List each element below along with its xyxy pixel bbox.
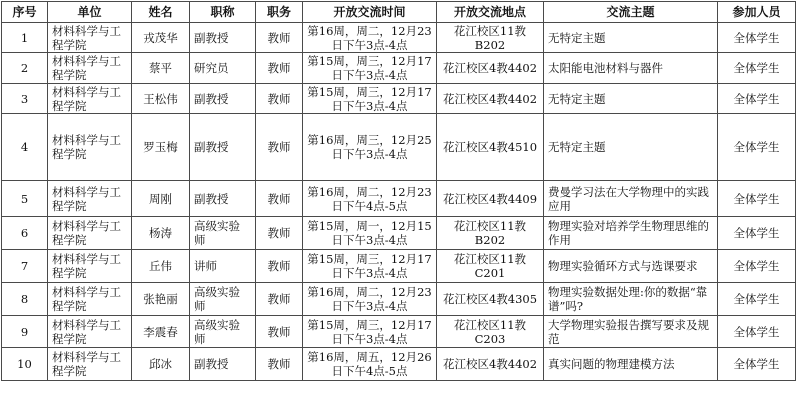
row-topic: 大学物理实验报告撰写要求及规范 bbox=[544, 316, 718, 348]
table-row bbox=[2, 283, 796, 316]
row-time: 第15周，周一，12月15日下午3点-4点 bbox=[303, 217, 437, 250]
row-name: 王松伟 bbox=[132, 84, 190, 114]
header-attendees: 参加人员 bbox=[718, 2, 796, 23]
row-role: 教师 bbox=[256, 23, 303, 53]
row-unit: 材料科学与工程学院 bbox=[48, 250, 132, 283]
row-role: 教师 bbox=[256, 53, 303, 84]
row-title: 讲师 bbox=[190, 250, 256, 283]
row-place: 花江校区4教4402 bbox=[437, 84, 544, 114]
row-topic: 太阳能电池材料与器件 bbox=[544, 53, 718, 84]
row-topic: 物理实验数据处理:你的数据“靠谱”吗? bbox=[544, 283, 718, 316]
header-role: 职务 bbox=[256, 2, 303, 23]
row-name: 丘伟 bbox=[132, 250, 190, 283]
row-place: 花江校区4教4402 bbox=[437, 53, 544, 84]
row-title: 高级实验师 bbox=[190, 316, 256, 348]
row-place: 花江校区11教B202 bbox=[437, 217, 544, 250]
row-place: 花江校区11教C201 bbox=[437, 250, 544, 283]
row-role: 教师 bbox=[256, 283, 303, 316]
row-role: 教师 bbox=[256, 114, 303, 181]
row-title: 副教授 bbox=[190, 348, 256, 381]
row-place: 花江校区11教B202 bbox=[437, 23, 544, 53]
row-title: 高级实验师 bbox=[190, 217, 256, 250]
table-row bbox=[2, 53, 796, 84]
row-place: 花江校区4教4305 bbox=[437, 283, 544, 316]
row-attendees: 全体学生 bbox=[718, 114, 796, 181]
row-title: 副教授 bbox=[190, 181, 256, 217]
row-name: 蔡平 bbox=[132, 53, 190, 84]
row-title: 副教授 bbox=[190, 84, 256, 114]
header-topic: 交流主题 bbox=[544, 2, 718, 23]
row-no: 2 bbox=[2, 53, 48, 84]
row-name: 张艳丽 bbox=[132, 283, 190, 316]
row-attendees: 全体学生 bbox=[718, 23, 796, 53]
row-attendees: 全体学生 bbox=[718, 316, 796, 348]
table-row bbox=[2, 181, 796, 217]
row-no: 7 bbox=[2, 250, 48, 283]
table-row bbox=[2, 217, 796, 250]
row-topic: 无特定主题 bbox=[544, 84, 718, 114]
row-role: 教师 bbox=[256, 348, 303, 381]
row-unit: 材料科学与工程学院 bbox=[48, 217, 132, 250]
row-topic: 无特定主题 bbox=[544, 114, 718, 181]
row-name: 杨涛 bbox=[132, 217, 190, 250]
row-no: 10 bbox=[2, 348, 48, 381]
row-attendees: 全体学生 bbox=[718, 250, 796, 283]
table-row bbox=[2, 114, 796, 181]
row-time: 第15周，周三，12月17日下午3点-4点 bbox=[303, 250, 437, 283]
row-title: 高级实验师 bbox=[190, 283, 256, 316]
header-place: 开放交流地点 bbox=[437, 2, 544, 23]
table-row bbox=[2, 348, 796, 381]
row-topic: 费曼学习法在大学物理中的实践应用 bbox=[544, 181, 718, 217]
row-attendees: 全体学生 bbox=[718, 217, 796, 250]
row-unit: 材料科学与工程学院 bbox=[48, 348, 132, 381]
row-time: 第16周，周二，12月23日下午4点-5点 bbox=[303, 181, 437, 217]
table-row bbox=[2, 84, 796, 114]
row-no: 8 bbox=[2, 283, 48, 316]
row-place: 花江校区4教4510 bbox=[437, 114, 544, 181]
table-row bbox=[2, 250, 796, 283]
row-unit: 材料科学与工程学院 bbox=[48, 53, 132, 84]
row-time: 第15周，周三，12月17日下午3点-4点 bbox=[303, 53, 437, 84]
row-attendees: 全体学生 bbox=[718, 348, 796, 381]
row-unit: 材料科学与工程学院 bbox=[48, 114, 132, 181]
row-role: 教师 bbox=[256, 217, 303, 250]
row-time: 第16周，周二，12月23日下午3点-4点 bbox=[303, 23, 437, 53]
row-attendees: 全体学生 bbox=[718, 84, 796, 114]
row-time: 第16周，周三，12月25日下午3点-4点 bbox=[303, 114, 437, 181]
row-unit: 材料科学与工程学院 bbox=[48, 283, 132, 316]
row-place: 花江校区4教4409 bbox=[437, 181, 544, 217]
row-title: 副教授 bbox=[190, 114, 256, 181]
row-unit: 材料科学与工程学院 bbox=[48, 316, 132, 348]
exchange-schedule-table bbox=[1, 1, 796, 381]
header-name: 姓名 bbox=[132, 2, 190, 23]
row-name: 李震春 bbox=[132, 316, 190, 348]
row-time: 第15周，周三，12月17日下午3点-4点 bbox=[303, 316, 437, 348]
row-role: 教师 bbox=[256, 316, 303, 348]
table-row bbox=[2, 23, 796, 53]
row-unit: 材料科学与工程学院 bbox=[48, 181, 132, 217]
row-name: 周刚 bbox=[132, 181, 190, 217]
row-role: 教师 bbox=[256, 250, 303, 283]
row-no: 1 bbox=[2, 23, 48, 53]
header-title: 职称 bbox=[190, 2, 256, 23]
row-role: 教师 bbox=[256, 181, 303, 217]
row-attendees: 全体学生 bbox=[718, 283, 796, 316]
row-topic: 无特定主题 bbox=[544, 23, 718, 53]
row-role: 教师 bbox=[256, 84, 303, 114]
header-no: 序号 bbox=[2, 2, 48, 23]
row-no: 5 bbox=[2, 181, 48, 217]
row-name: 罗玉梅 bbox=[132, 114, 190, 181]
row-unit: 材料科学与工程学院 bbox=[48, 23, 132, 53]
row-title: 副教授 bbox=[190, 23, 256, 53]
row-unit: 材料科学与工程学院 bbox=[48, 84, 132, 114]
row-attendees: 全体学生 bbox=[718, 181, 796, 217]
row-topic: 物理实验对培养学生物理思维的作用 bbox=[544, 217, 718, 250]
header-row bbox=[2, 2, 796, 23]
table-row bbox=[2, 316, 796, 348]
row-no: 3 bbox=[2, 84, 48, 114]
row-time: 第16周，周五，12月26日下午4点-5点 bbox=[303, 348, 437, 381]
row-place: 花江校区11教C203 bbox=[437, 316, 544, 348]
row-topic: 真实问题的物理建模方法 bbox=[544, 348, 718, 381]
row-attendees: 全体学生 bbox=[718, 53, 796, 84]
row-time: 第16周，周二，12月23日下午3点-4点 bbox=[303, 283, 437, 316]
header-unit: 单位 bbox=[48, 2, 132, 23]
row-no: 9 bbox=[2, 316, 48, 348]
row-place: 花江校区4教4402 bbox=[437, 348, 544, 381]
row-no: 4 bbox=[2, 114, 48, 181]
row-topic: 物理实验循环方式与选课要求 bbox=[544, 250, 718, 283]
header-time: 开放交流时间 bbox=[303, 2, 437, 23]
row-title: 研究员 bbox=[190, 53, 256, 84]
row-time: 第15周，周三，12月17日下午3点-4点 bbox=[303, 84, 437, 114]
row-name: 戎茂华 bbox=[132, 23, 190, 53]
row-name: 邱冰 bbox=[132, 348, 190, 381]
row-no: 6 bbox=[2, 217, 48, 250]
